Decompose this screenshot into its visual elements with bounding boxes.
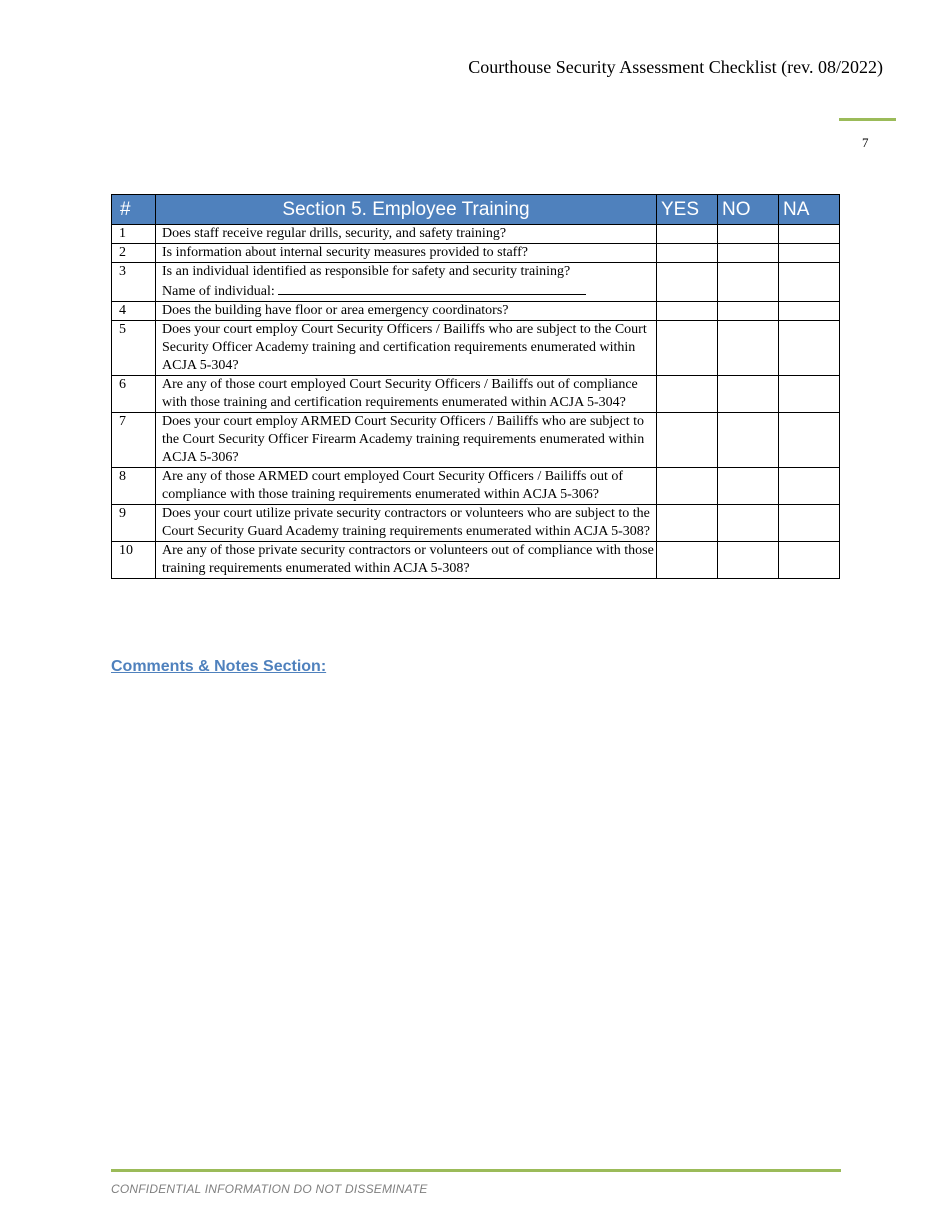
question-text: Are any of those ARMED court employed Court Security Officers / Bailiffs out of compliance with those training requirements enumerated within ACJA 5-306? (156, 468, 657, 505)
yes-checkbox[interactable] (657, 376, 718, 413)
table-row (112, 468, 840, 505)
yes-checkbox[interactable] (657, 302, 718, 321)
no-checkbox[interactable] (718, 225, 779, 244)
question-text: Are any of those private security contractors or volunteers out of compliance with those training requirements enumerated within ACJA 5-308? (156, 542, 657, 579)
no-checkbox[interactable] (718, 321, 779, 376)
header-no: NO (718, 195, 779, 225)
table-row (112, 413, 840, 468)
row-number: 9 (112, 505, 156, 542)
name-field-label: Name of individual: (162, 284, 275, 299)
header-yes: YES (657, 195, 718, 225)
na-checkbox[interactable] (779, 542, 840, 579)
table-row (112, 225, 840, 244)
footer-rule (111, 1169, 841, 1172)
footer-confidential-text: CONFIDENTIAL INFORMATION DO NOT DISSEMINATE (111, 1182, 428, 1196)
table-row (112, 321, 840, 376)
row-number: 3 (112, 263, 156, 302)
row-number: 2 (112, 244, 156, 263)
no-checkbox[interactable] (718, 302, 779, 321)
no-checkbox[interactable] (718, 376, 779, 413)
question-text: Does your court employ ARMED Court Security Officers / Bailiffs who are subject to the Court Security Officer Firearm Academy training requirements enumerated within ACJA 5-306? (156, 413, 657, 468)
na-checkbox[interactable] (779, 302, 840, 321)
table-row (112, 263, 840, 302)
na-checkbox[interactable] (779, 376, 840, 413)
yes-checkbox[interactable] (657, 244, 718, 263)
na-checkbox[interactable] (779, 225, 840, 244)
yes-checkbox[interactable] (657, 413, 718, 468)
no-checkbox[interactable] (718, 263, 779, 302)
question-text: Does staff receive regular drills, security, and safety training? (156, 225, 657, 244)
question-text: Does the building have floor or area emergency coordinators? (156, 302, 657, 321)
row-number: 10 (112, 542, 156, 579)
row-number: 4 (112, 302, 156, 321)
row-number: 8 (112, 468, 156, 505)
table-row (112, 376, 840, 413)
yes-checkbox[interactable] (657, 321, 718, 376)
accent-rule (839, 118, 896, 121)
document-title: Courthouse Security Assessment Checklist (rev. 08/2022) (468, 57, 883, 77)
yes-checkbox[interactable] (657, 542, 718, 579)
no-checkbox[interactable] (718, 468, 779, 505)
na-checkbox[interactable] (779, 468, 840, 505)
no-checkbox[interactable] (718, 542, 779, 579)
na-checkbox[interactable] (779, 321, 840, 376)
question-text: Is information about internal security measures provided to staff? (156, 244, 657, 263)
header-na: NA (779, 195, 840, 225)
question-text: Are any of those court employed Court Security Officers / Bailiffs out of compliance with those training and certification requirements enumerated within ACJA 5-304? (156, 376, 657, 413)
no-checkbox[interactable] (718, 413, 779, 468)
name-of-individual-field[interactable] (278, 281, 586, 295)
row-number: 1 (112, 225, 156, 244)
question-text: Is an individual identified as responsible for safety and security training? (162, 264, 571, 279)
row-number: 7 (112, 413, 156, 468)
header-number: # (112, 195, 156, 225)
page-number: 7 (862, 135, 869, 150)
table-row (112, 302, 840, 321)
comments-notes-heading: Comments & Notes Section: (111, 658, 327, 675)
row-number: 5 (112, 321, 156, 376)
question-text: Does your court utilize private security contractors or volunteers who are subject to the Court Security Guard Academy training requirements enumerated within ACJA 5-308? (156, 505, 657, 542)
checklist-table (111, 194, 840, 579)
na-checkbox[interactable] (779, 505, 840, 542)
section-title: Section 5. Employee Training (156, 195, 657, 225)
yes-checkbox[interactable] (657, 505, 718, 542)
row-number: 6 (112, 376, 156, 413)
table-header-row (112, 195, 840, 225)
question-cell (156, 263, 657, 302)
no-checkbox[interactable] (718, 505, 779, 542)
question-text: Does your court employ Court Security Officers / Bailiffs who are subject to the Court Security Officer Academy training and certification requirements enumerated within ACJA 5-304? (156, 321, 657, 376)
table-row (112, 244, 840, 263)
name-field-row (162, 281, 654, 301)
yes-checkbox[interactable] (657, 263, 718, 302)
na-checkbox[interactable] (779, 263, 840, 302)
table-row (112, 505, 840, 542)
na-checkbox[interactable] (779, 413, 840, 468)
yes-checkbox[interactable] (657, 468, 718, 505)
na-checkbox[interactable] (779, 244, 840, 263)
table-row (112, 542, 840, 579)
yes-checkbox[interactable] (657, 225, 718, 244)
no-checkbox[interactable] (718, 244, 779, 263)
